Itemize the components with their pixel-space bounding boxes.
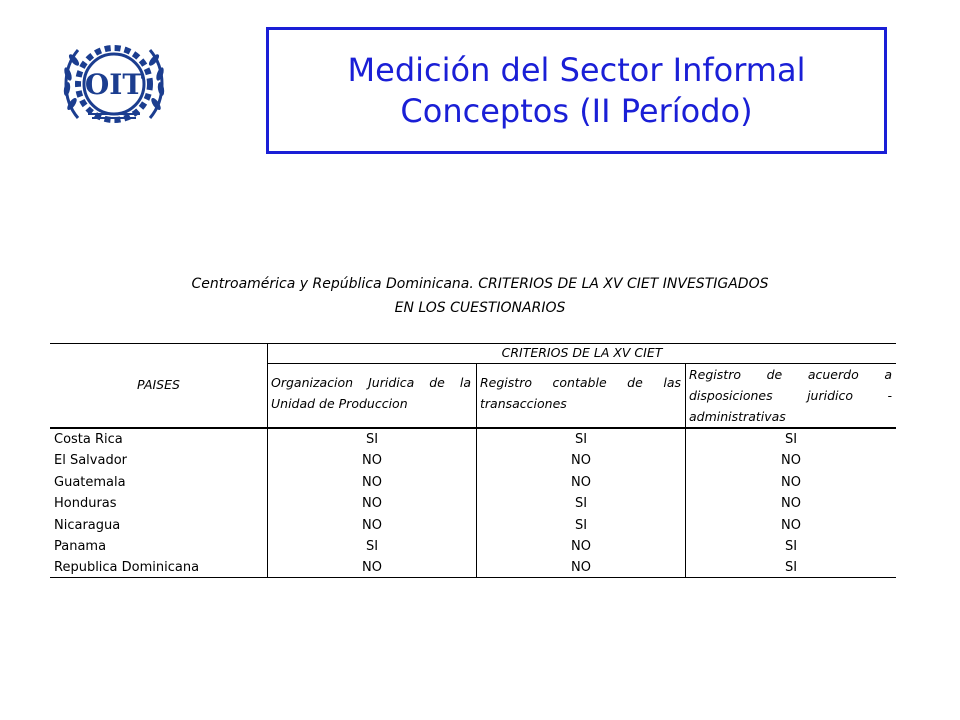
criterion-3-value: NO xyxy=(781,496,801,512)
criterion-1-value: NO xyxy=(362,560,382,576)
criterion-1-value: NO xyxy=(362,496,382,512)
criterion-1-value: NO xyxy=(362,453,382,469)
paises-header: PAISES xyxy=(137,377,180,392)
table-caption-line-2: EN LOS CUESTIONARIOS xyxy=(394,300,566,316)
criterion-3-value: SI xyxy=(784,560,798,576)
criterion-3-line-3: administrativas xyxy=(689,409,786,424)
page-title-line-2: Conceptos (II Período) xyxy=(400,91,753,130)
criterion-1-value: NO xyxy=(362,517,382,533)
page-title-line-1: Medición del Sector Informal xyxy=(347,50,806,89)
criterion-2-value: NO xyxy=(571,539,591,554)
criterion-3-value: SI xyxy=(784,539,798,554)
table-caption-line-1: Centroamérica y República Dominicana. CRITERIOS DE LA XV CIET INVESTIGADOS xyxy=(191,276,769,292)
criterion-2-value: NO xyxy=(571,453,591,469)
criterion-1-value: NO xyxy=(362,474,382,490)
svg-text:OIT: OIT xyxy=(84,68,144,101)
criterion-2-value: NO xyxy=(571,474,591,490)
criterion-1-line-2: Unidad de Produccion xyxy=(271,396,408,411)
criterion-3-line-1: Registro de acuerdo a xyxy=(689,367,892,382)
criterion-header-registro-contable xyxy=(480,372,681,414)
criterion-3-value: SI xyxy=(784,432,798,447)
criterion-2-value: SI xyxy=(574,432,588,447)
criterion-3-value: NO xyxy=(781,474,801,490)
criterion-3-line-2: disposiciones juridico - xyxy=(689,388,892,403)
criterion-header-registro-disposiciones xyxy=(689,364,892,427)
pais-cell: Guatemala xyxy=(54,474,126,490)
criterion-2-value: NO xyxy=(571,560,591,576)
criterion-3-value: NO xyxy=(781,517,801,533)
criterion-2-line-2: transacciones xyxy=(480,396,567,411)
pais-cell: Costa Rica xyxy=(54,432,123,447)
pais-cell: Republica Dominicana xyxy=(54,560,200,576)
pais-cell: El Salvador xyxy=(54,453,127,469)
criterion-2-value: SI xyxy=(574,496,588,512)
pais-cell: Panama xyxy=(54,539,107,554)
criterion-1-value: SI xyxy=(365,432,379,447)
group-header: CRITERIOS DE LA XV CIET xyxy=(501,345,663,360)
criterion-1-value: SI xyxy=(365,539,379,554)
criterion-header-organizacion xyxy=(271,372,471,414)
pais-cell: Honduras xyxy=(54,496,117,512)
criterion-2-value: SI xyxy=(574,517,588,533)
criterion-1-line-1: Organizacion Juridica de la xyxy=(271,375,471,390)
pais-cell: Nicaragua xyxy=(54,517,121,533)
criterion-3-value: NO xyxy=(781,453,801,469)
criterion-2-line-1: Registro contable de las xyxy=(480,375,681,390)
